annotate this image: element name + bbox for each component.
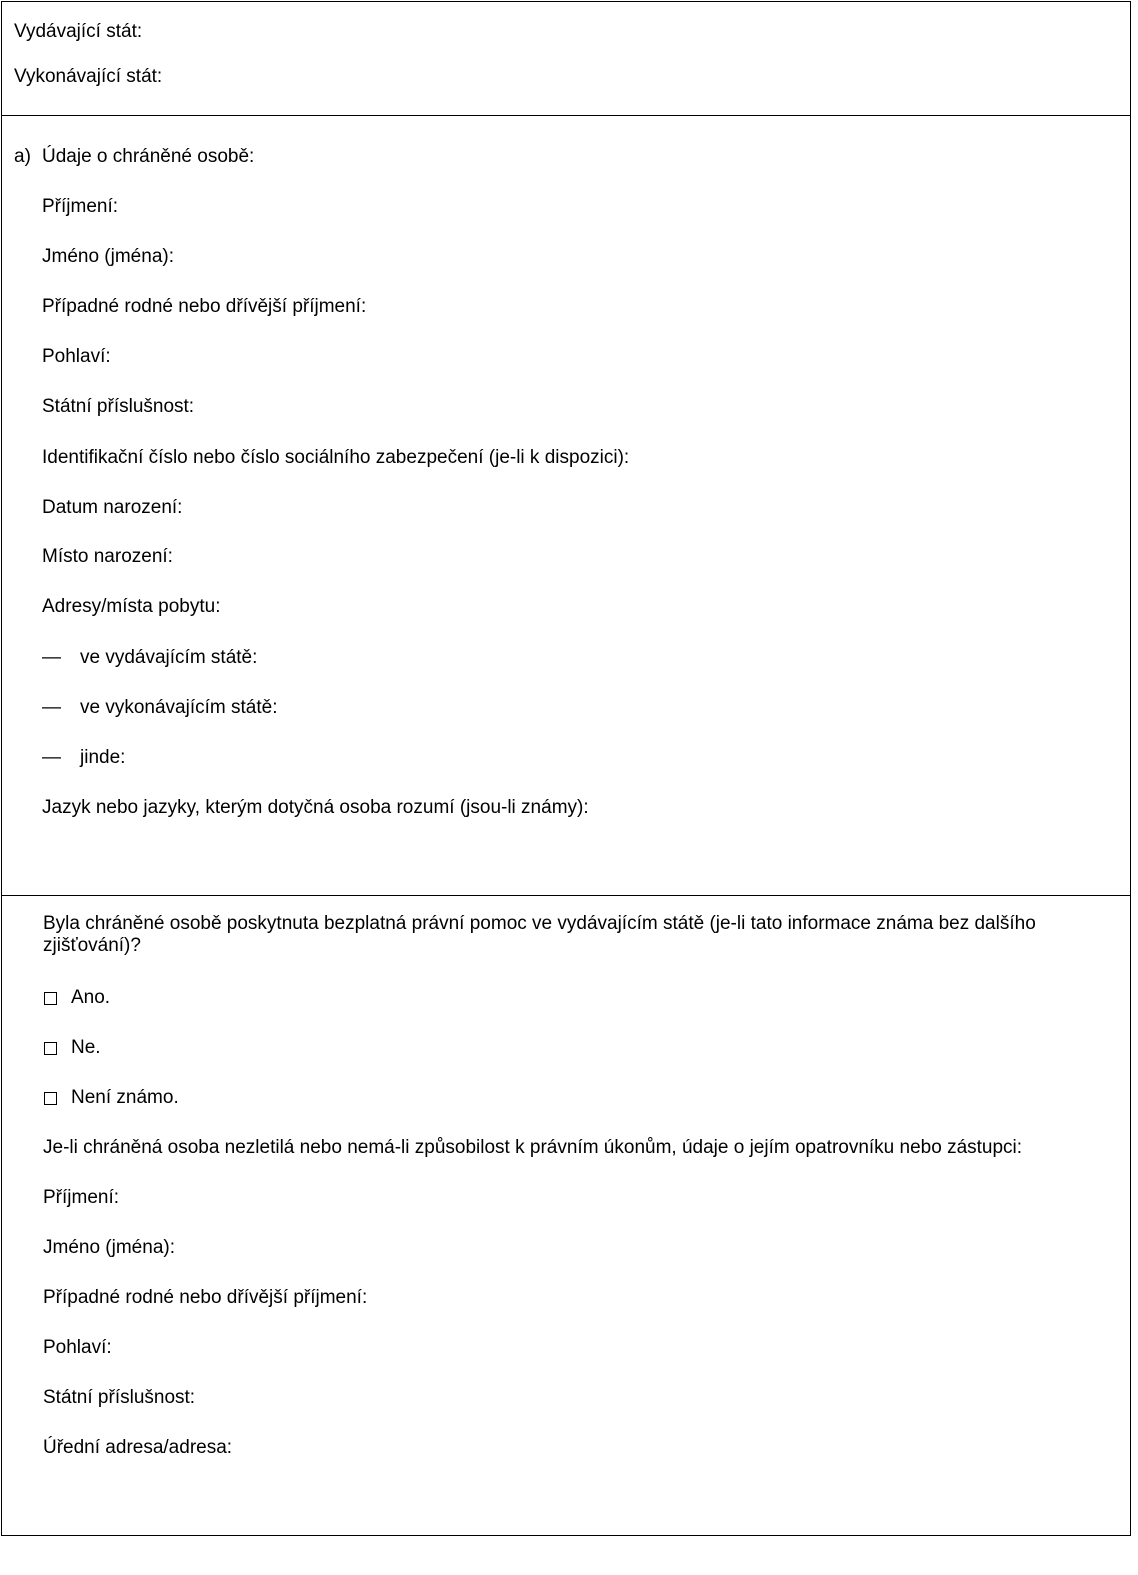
guardian-nationality-label: Státní příslušnost: xyxy=(43,1387,196,1408)
checkbox-yes[interactable] xyxy=(44,992,57,1005)
surname-label: Příjmení: xyxy=(42,196,119,217)
sex-label: Pohlaví: xyxy=(42,346,111,367)
address-elsewhere-label: jinde: xyxy=(80,747,126,768)
executing-state-label: Vykonávající stát: xyxy=(14,66,163,87)
guardian-maiden-name-label: Případné rodné nebo dřívější příjmení: xyxy=(43,1287,368,1308)
protected-person-section xyxy=(2,115,1130,895)
place-of-birth-label: Místo narození: xyxy=(42,546,173,567)
list-dash: — xyxy=(42,647,61,668)
issuing-state-label: Vydávající stát: xyxy=(14,21,143,42)
date-of-birth-label: Datum narození: xyxy=(42,497,183,518)
legal-aid-section xyxy=(2,895,1130,1535)
option-yes-label: Ano. xyxy=(71,987,111,1008)
maiden-name-label: Případné rodné nebo dřívější příjmení: xyxy=(42,296,367,317)
list-dash: — xyxy=(42,697,61,718)
guardian-surname-label: Příjmení: xyxy=(43,1187,120,1208)
id-number-label: Identifikační číslo nebo číslo sociálního zabezpečení (je-li k dispozici): xyxy=(42,447,630,468)
languages-label: Jazyk nebo jazyky, kterým dotyčná osoba rozumí (jsou-li známy): xyxy=(42,797,589,818)
guardian-first-names-label: Jméno (jména): xyxy=(43,1237,175,1258)
option-no-label: Ne. xyxy=(71,1037,101,1058)
protected-person-heading: Údaje o chráněné osobě: xyxy=(42,146,255,167)
checkbox-unknown[interactable] xyxy=(44,1092,57,1105)
guardian-intro: Je-li chráněná osoba nezletilá nebo nemá-li způsobilost k právním úkonům, údaje o jejím opatrovníku nebo zástupci: xyxy=(43,1137,1023,1158)
nationality-label: Státní příslušnost: xyxy=(42,396,195,417)
checkbox-no[interactable] xyxy=(44,1042,57,1055)
states-section xyxy=(2,2,1130,115)
address-issuing-state-label: ve vydávajícím státě: xyxy=(80,647,258,668)
guardian-sex-label: Pohlaví: xyxy=(43,1337,112,1358)
guardian-official-address-label: Úřední adresa/adresa: xyxy=(43,1437,233,1458)
form-table xyxy=(1,1,1131,1536)
addresses-label: Adresy/místa pobytu: xyxy=(42,596,221,617)
section-marker: a) xyxy=(14,146,31,167)
address-executing-state-label: ve vykonávajícím státě: xyxy=(80,697,278,718)
option-unknown-label: Není známo. xyxy=(71,1087,179,1108)
list-dash: — xyxy=(42,747,61,768)
first-names-label: Jméno (jména): xyxy=(42,246,174,267)
legal-aid-question: Byla chráněné osobě poskytnuta bezplatná právní pomoc ve vydávajícím státě (je-li tato informace známa bez dalšího zjišťování)? xyxy=(43,913,1036,956)
